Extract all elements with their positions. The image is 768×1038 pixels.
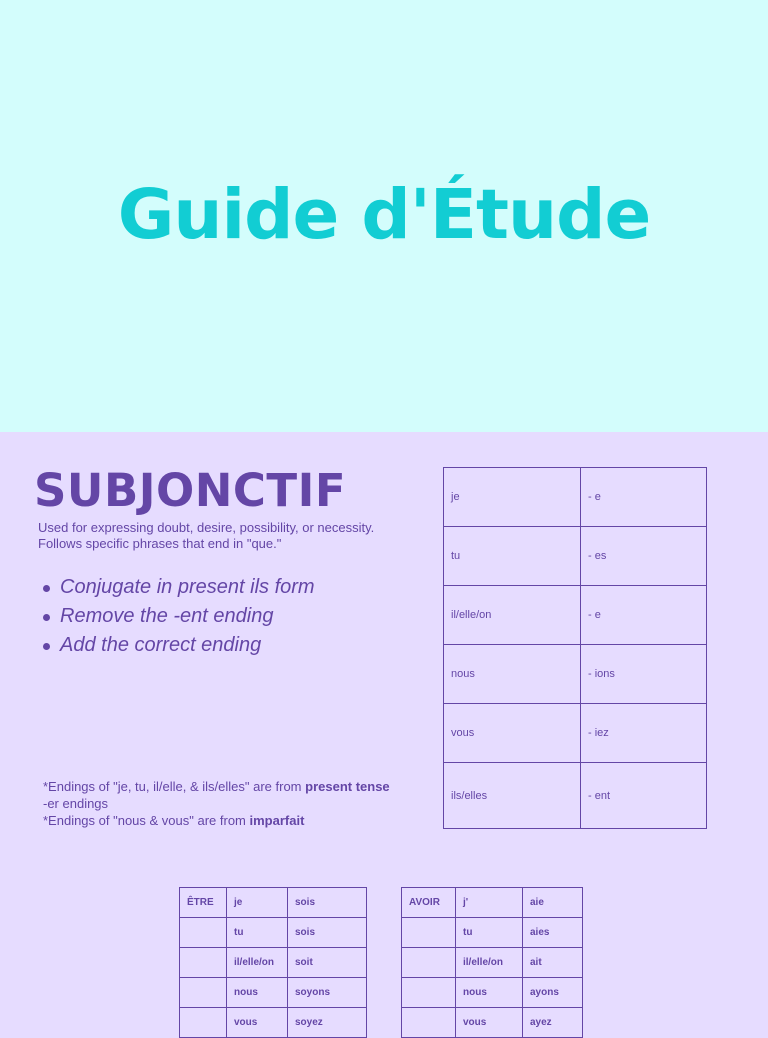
- endings-table: [443, 467, 707, 829]
- title-banner: [0, 0, 768, 432]
- table-row: [180, 1008, 367, 1038]
- form-cell: soit: [288, 948, 367, 978]
- ending-cell: - ent: [581, 763, 707, 829]
- empty-cell: [180, 918, 227, 948]
- page-title: Guide d'Étude: [117, 175, 651, 255]
- steps-list: [40, 573, 315, 660]
- description-line: Follows specific phrases that end in "que.": [38, 536, 282, 551]
- empty-cell: [402, 1008, 456, 1038]
- table-row: [444, 527, 707, 586]
- table-row: [180, 918, 367, 948]
- pronoun-cell: nous: [227, 978, 288, 1008]
- empty-cell: [402, 978, 456, 1008]
- bullet-icon: [43, 585, 50, 592]
- table-row: [444, 645, 707, 704]
- pronoun-cell: je: [227, 888, 288, 918]
- form-cell: ayez: [523, 1008, 583, 1038]
- pronoun-cell: nous: [456, 978, 523, 1008]
- ending-cell: - iez: [581, 704, 707, 763]
- table-row: [444, 704, 707, 763]
- ending-cell: - e: [581, 468, 707, 527]
- form-cell: sois: [288, 918, 367, 948]
- empty-cell: [180, 1008, 227, 1038]
- pronoun-cell: il/elle/on: [456, 948, 523, 978]
- ending-cell: - e: [581, 586, 707, 645]
- step-text: Remove the -ent ending: [60, 605, 274, 627]
- empty-cell: [402, 918, 456, 948]
- step-item: [40, 573, 315, 602]
- empty-cell: [180, 978, 227, 1008]
- form-cell: ayons: [523, 978, 583, 1008]
- pronoun-cell: j': [456, 888, 523, 918]
- table-row: [402, 888, 583, 918]
- description-line: Used for expressing doubt, desire, possibility, or necessity.: [38, 520, 375, 535]
- table-row: [402, 918, 583, 948]
- pronoun-cell: vous: [227, 1008, 288, 1038]
- step-item: [40, 631, 315, 660]
- subjonctif-section: [0, 432, 768, 1028]
- empty-cell: [180, 948, 227, 978]
- verb-label: ÊTRE: [180, 888, 227, 918]
- pronoun-cell: nous: [444, 645, 581, 704]
- form-cell: sois: [288, 888, 367, 918]
- table-row: [444, 468, 707, 527]
- note-text: *Endings of "je, tu, il/elle, & ils/elles" are from: [43, 779, 306, 794]
- step-item: [40, 602, 315, 631]
- verb-label: AVOIR: [402, 888, 456, 918]
- pronoun-cell: il/elle/on: [444, 586, 581, 645]
- note-text: -er endings: [43, 796, 109, 811]
- pronoun-cell: ils/elles: [444, 763, 581, 829]
- table-row: [444, 586, 707, 645]
- section-title: SUBJONCTIF: [34, 464, 347, 517]
- etre-conjugation-table: [179, 887, 367, 1038]
- pronoun-cell: vous: [456, 1008, 523, 1038]
- table-row: [444, 763, 707, 829]
- form-cell: ait: [523, 948, 583, 978]
- empty-cell: [402, 948, 456, 978]
- pronoun-cell: il/elle/on: [227, 948, 288, 978]
- table-row: [402, 978, 583, 1008]
- pronoun-cell: tu: [444, 527, 581, 586]
- step-text: Add the correct ending: [60, 634, 262, 656]
- bullet-icon: [43, 614, 50, 621]
- pronoun-cell: tu: [456, 918, 523, 948]
- avoir-conjugation-table: [401, 887, 583, 1038]
- note-emphasis: present tense: [305, 779, 390, 794]
- pronoun-cell: je: [444, 468, 581, 527]
- note-text: *Endings of "nous & vous" are from: [43, 813, 250, 828]
- table-row: [402, 948, 583, 978]
- table-row: [180, 978, 367, 1008]
- form-cell: aies: [523, 918, 583, 948]
- table-row: [180, 888, 367, 918]
- pronoun-cell: vous: [444, 704, 581, 763]
- form-cell: soyons: [288, 978, 367, 1008]
- pronoun-cell: tu: [227, 918, 288, 948]
- table-row: [402, 1008, 583, 1038]
- form-cell: soyez: [288, 1008, 367, 1038]
- ending-cell: - es: [581, 527, 707, 586]
- endings-notes: [43, 778, 403, 829]
- section-description: [38, 520, 418, 552]
- bullet-icon: [43, 643, 50, 650]
- form-cell: aie: [523, 888, 583, 918]
- note-emphasis: imparfait: [249, 813, 305, 828]
- table-row: [180, 948, 367, 978]
- ending-cell: - ions: [581, 645, 707, 704]
- step-text: Conjugate in present ils form: [60, 576, 315, 598]
